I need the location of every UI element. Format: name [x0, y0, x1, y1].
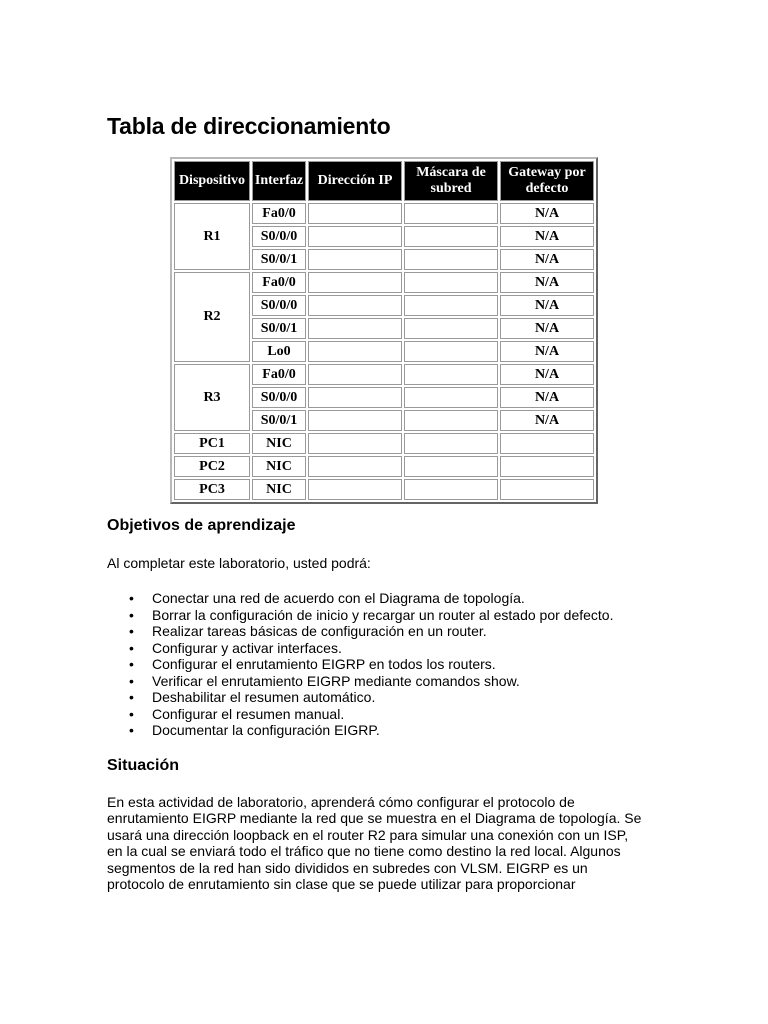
list-item-text: Configurar el resumen manual.: [152, 705, 345, 722]
bullet-icon: •: [129, 606, 134, 623]
list-item-text: Configurar el enrutamiento EIGRP en todos los routers.: [152, 656, 496, 672]
bullet-icon: •: [129, 705, 134, 722]
subnet-mask-cell: [404, 226, 498, 247]
ip-address-cell: [308, 433, 402, 454]
device-cell: PC1: [174, 433, 250, 454]
ip-address-cell: [308, 226, 402, 247]
list-item-text: Borrar la configuración de inicio y recargar un router al estado por defecto.: [152, 606, 614, 623]
table-row: [174, 203, 594, 224]
interface-cell: NIC: [252, 433, 306, 454]
scenario-line: segmentos de la red han sido divididos en subredes con VLSM. EIGRP es un: [107, 859, 588, 876]
interface-cell: NIC: [252, 456, 306, 477]
subnet-mask-cell: [404, 295, 498, 316]
ip-address-cell: [308, 203, 402, 224]
table-row: [174, 479, 594, 500]
gateway-cell: [500, 433, 594, 454]
list-item: [107, 706, 613, 723]
scenario-line: en la cual se enviará todo el tráfico que no tiene como destino la red local. Algunos: [107, 843, 621, 860]
bullet-icon: •: [129, 722, 134, 738]
interface-cell: NIC: [252, 479, 306, 500]
subnet-mask-cell: [404, 433, 498, 454]
gateway-cell: N/A: [500, 226, 594, 247]
interface-cell: S0/0/0: [252, 295, 306, 316]
interface-cell: Fa0/0: [252, 203, 306, 224]
ip-address-cell: [308, 479, 402, 500]
gateway-cell: N/A: [500, 272, 594, 293]
subnet-mask-cell: [404, 249, 498, 270]
addressing-table: [170, 157, 598, 504]
header-ip-address: Dirección IP: [308, 161, 402, 201]
table-row: [174, 433, 594, 454]
ip-address-cell: [308, 249, 402, 270]
interface-cell: S0/0/0: [252, 387, 306, 408]
interface-cell: Lo0: [252, 341, 306, 362]
list-item-text: Verificar el enrutamiento EIGRP mediante comandos show.: [152, 672, 520, 689]
interface-cell: S0/0/1: [252, 318, 306, 339]
interface-cell: S0/0/1: [252, 249, 306, 270]
table-row: [174, 364, 594, 385]
device-cell: R1: [174, 203, 250, 270]
scenario-line: protocolo de enrutamiento sin clase que se puede utilizar para proporcionar: [107, 876, 576, 893]
device-cell: PC3: [174, 479, 250, 500]
header-device: Dispositivo: [174, 161, 250, 201]
ip-address-cell: [308, 456, 402, 477]
bullet-icon: •: [129, 639, 134, 656]
ip-address-cell: [308, 295, 402, 316]
header-default-gateway: Gateway por defecto: [500, 161, 594, 201]
interface-cell: S0/0/0: [252, 226, 306, 247]
device-cell: PC2: [174, 456, 250, 477]
list-item: [107, 689, 613, 706]
list-item-text: Deshabilitar el resumen automático.: [152, 689, 376, 705]
gateway-cell: N/A: [500, 249, 594, 270]
subnet-mask-cell: [404, 203, 498, 224]
ip-address-cell: [308, 387, 402, 408]
bullet-icon: •: [129, 672, 134, 689]
list-item-text: Configurar y activar interfaces.: [152, 639, 342, 656]
list-item: [107, 607, 613, 624]
list-item: [107, 623, 613, 640]
subnet-mask-cell: [404, 410, 498, 431]
gateway-cell: N/A: [500, 203, 594, 224]
ip-address-cell: [308, 318, 402, 339]
ip-address-cell: [308, 272, 402, 293]
device-cell: R2: [174, 272, 250, 362]
subnet-mask-cell: [404, 387, 498, 408]
gateway-cell: N/A: [500, 341, 594, 362]
list-item-text: Conectar una red de acuerdo con el Diagrama de topología.: [152, 590, 525, 606]
list-item-text: Realizar tareas básicas de configuración en un router.: [152, 623, 487, 639]
header-interface: Interfaz: [252, 161, 306, 201]
scenario-heading: Situación: [107, 757, 180, 774]
gateway-cell: N/A: [500, 364, 594, 385]
scenario-paragraph: [107, 794, 667, 892]
subnet-mask-cell: [404, 318, 498, 339]
scenario-line: usará una dirección loopback en el router R2 para simular una conexión con un ISP,: [107, 826, 629, 843]
table-header-row: [174, 161, 594, 201]
subnet-mask-cell: [404, 364, 498, 385]
bullet-icon: •: [129, 656, 134, 672]
scenario-line: En esta actividad de laboratorio, aprenderá cómo configurar el protocolo de: [107, 794, 575, 810]
list-item: [107, 656, 613, 673]
list-item: [107, 722, 613, 739]
table-body: [174, 203, 594, 500]
header-subnet-mask: Máscara de subred: [404, 161, 498, 201]
subnet-mask-cell: [404, 456, 498, 477]
ip-address-cell: [308, 364, 402, 385]
list-item: [107, 590, 613, 607]
subnet-mask-cell: [404, 341, 498, 362]
subnet-mask-cell: [404, 272, 498, 293]
interface-cell: S0/0/1: [252, 410, 306, 431]
bullet-icon: •: [129, 623, 134, 639]
page-title: Tabla de direccionamiento: [107, 113, 391, 139]
objectives-intro: Al completar este laboratorio, usted podrá:: [107, 555, 371, 571]
table-row: [174, 456, 594, 477]
gateway-cell: N/A: [500, 318, 594, 339]
objectives-heading: Objetivos de aprendizaje: [107, 517, 296, 534]
ip-address-cell: [308, 341, 402, 362]
gateway-cell: [500, 456, 594, 477]
subnet-mask-cell: [404, 479, 498, 500]
interface-cell: Fa0/0: [252, 364, 306, 385]
gateway-cell: N/A: [500, 410, 594, 431]
table-row: [174, 272, 594, 293]
interface-cell: Fa0/0: [252, 272, 306, 293]
device-cell: R3: [174, 364, 250, 431]
bullet-icon: •: [129, 689, 134, 705]
list-item: [107, 640, 613, 657]
scenario-line: enrutamiento EIGRP mediante la red que se muestra en el Diagrama de topología. Se: [107, 810, 642, 827]
list-item-text: Documentar la configuración EIGRP.: [152, 722, 380, 738]
gateway-cell: [500, 479, 594, 500]
ip-address-cell: [308, 410, 402, 431]
bullet-icon: •: [129, 590, 134, 606]
objectives-list: [107, 590, 613, 739]
gateway-cell: N/A: [500, 387, 594, 408]
list-item: [107, 673, 613, 690]
gateway-cell: N/A: [500, 295, 594, 316]
